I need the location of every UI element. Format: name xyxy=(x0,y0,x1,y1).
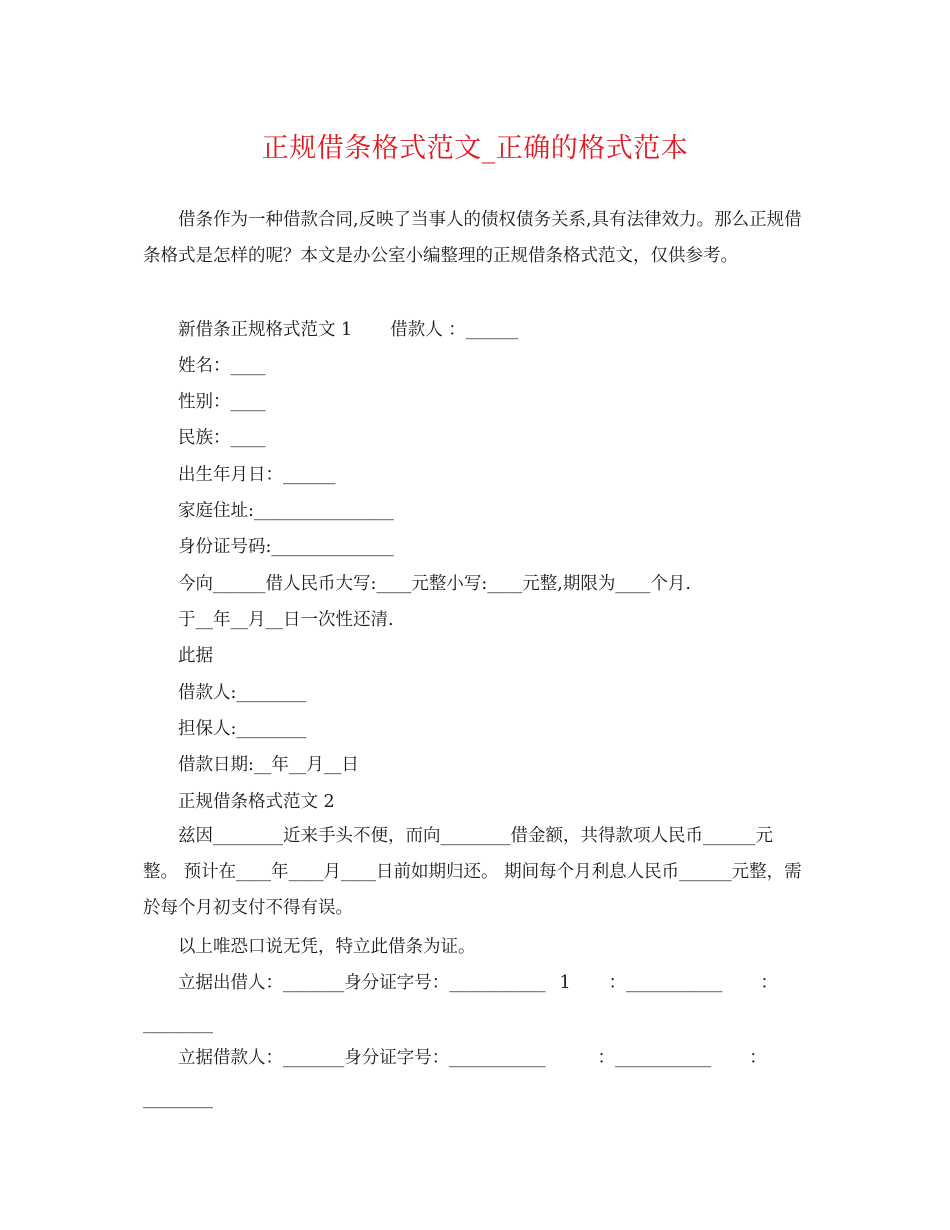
sample2-heading: 正规借条格式范文 2 xyxy=(178,792,335,812)
sample1-heading: 新借条正规格式范文 1 xyxy=(178,320,353,340)
repay-date-line: 于__年__月__日一次性还清. xyxy=(178,610,394,630)
borrower-signature-fields: 立据借款人：_______身分证字号：___________ xyxy=(178,1048,546,1068)
page-title: 正规借条格式范文_正确的格式范本 xyxy=(261,133,689,164)
lender-signature-fields: 立据出借人：_______身分证字号：___________ xyxy=(178,973,546,993)
borrower-signature-colon: ： xyxy=(749,1048,767,1068)
guarantor-signature: 担保人:________ xyxy=(178,719,307,739)
sample2-body-text: 兹因________近来手头不便，而向________借金额，共得款项人民币______元整。 预计在____年____月____日前如期归还。 期间每个月利息人民币______元整，需於每个月初支付不得有误。 xyxy=(143,826,802,918)
borrower-signature: 借款人:________ xyxy=(178,683,307,703)
intro-paragraph xyxy=(143,202,803,274)
field-id-number: 身份证号码:______________ xyxy=(178,537,394,557)
lender-signature-number: 1 xyxy=(559,973,571,993)
field-gender: 性别：____ xyxy=(178,392,266,412)
borrower-signature-continuation: ________ xyxy=(143,1089,213,1109)
intro-text: 借条作为一种借款合同,反映了当事人的债权债务关系,具有法律效力。那么正规借条格式是怎样的呢？本文是办公室小编整理的正规借条格式范文，仅供参考。 xyxy=(143,210,802,266)
borrower-signature-extra: ：___________ xyxy=(597,1048,712,1068)
lender-signature-extra: ：___________ xyxy=(608,973,723,993)
sample1-borrower-label: 借款人 ：______ xyxy=(390,320,519,340)
field-birthdate: 出生年月日：______ xyxy=(178,465,336,485)
borrower-signature-line xyxy=(178,1046,767,1070)
lender-signature-continuation: ________ xyxy=(143,1014,213,1034)
sample1-heading-line xyxy=(178,318,518,342)
evidence-line: 此据 xyxy=(178,646,213,666)
field-name: 姓名：____ xyxy=(178,356,266,376)
sample2-body-paragraph xyxy=(143,818,803,926)
lender-signature-line xyxy=(178,971,778,995)
loan-amount-line: 今向______借人民币大写:____元整小写:____元整,期限为____个月. xyxy=(178,574,691,594)
lender-signature-colon: ： xyxy=(760,973,778,993)
field-address: 家庭住址:________________ xyxy=(178,501,394,521)
statement-line: 以上唯恐口说无凭，特立此借条为证。 xyxy=(178,937,476,957)
field-ethnicity: 民族：____ xyxy=(178,428,266,448)
loan-date-line: 借款日期:__年__月__日 xyxy=(178,755,359,775)
